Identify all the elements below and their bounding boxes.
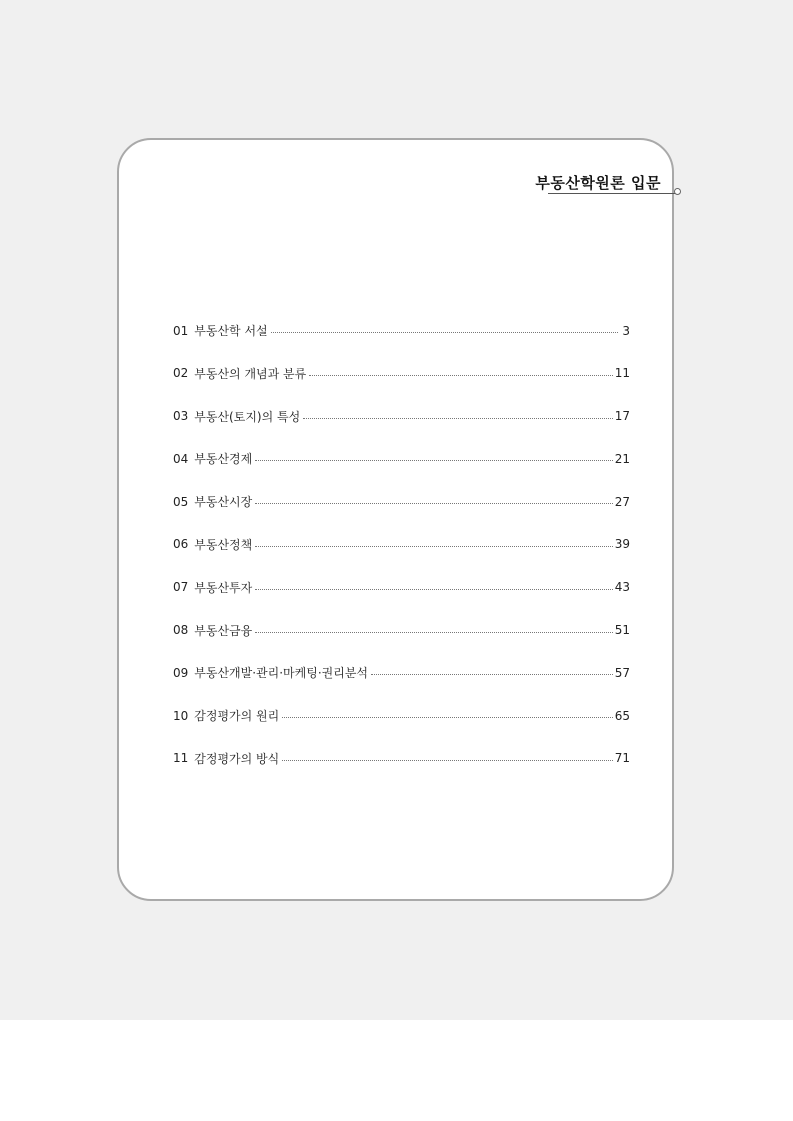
toc-dot-leader <box>282 760 612 761</box>
toc-entry-page: 11 <box>614 366 630 381</box>
toc-entry-page: 65 <box>614 708 630 723</box>
toc-entry-09[interactable] <box>173 662 630 683</box>
toc-entry-page: 43 <box>614 580 630 595</box>
toc-dot-leader <box>303 418 613 419</box>
toc-dot-leader <box>255 546 612 547</box>
toc-entry-title: 부동산학 서설 <box>194 324 268 338</box>
toc-entry-page: 3 <box>622 323 630 338</box>
toc-entry-07[interactable] <box>173 577 630 598</box>
toc-entry-title: 부동산(토지)의 특성 <box>194 409 301 424</box>
toc-entry-06[interactable] <box>173 534 630 555</box>
toc-entry-05[interactable] <box>173 491 630 512</box>
title-rule-end-circle <box>674 188 681 195</box>
table-of-contents <box>173 320 630 791</box>
toc-entry-title: 부동산개발·관리·마케팅·권리분석 <box>194 666 369 681</box>
toc-entry-title: 부동산경제 <box>194 452 253 467</box>
toc-entry-page: 27 <box>614 494 630 509</box>
toc-dot-leader <box>371 674 613 675</box>
toc-dot-leader <box>282 717 612 718</box>
toc-entry-number: 10 <box>173 708 189 723</box>
toc-entry-02[interactable] <box>173 363 630 384</box>
toc-entry-title: 감정평가의 방식 <box>194 751 280 766</box>
toc-entry-number: 05 <box>173 494 189 509</box>
toc-dot-leader <box>271 332 618 333</box>
toc-dot-leader <box>255 632 612 633</box>
toc-dot-leader <box>255 460 612 461</box>
toc-entry-01[interactable] <box>173 320 630 341</box>
toc-entry-title: 부동산의 개념과 분류 <box>194 366 307 381</box>
toc-entry-number: 08 <box>173 623 189 638</box>
title-underline <box>548 193 677 194</box>
toc-entry-03[interactable] <box>173 406 630 427</box>
toc-entry-page: 17 <box>614 409 630 424</box>
toc-entry-number: 06 <box>173 537 189 552</box>
toc-entry-page: 51 <box>614 623 630 638</box>
toc-entry-title: 부동산정책 <box>194 537 253 552</box>
toc-dot-leader <box>255 589 612 590</box>
toc-entry-number: 07 <box>173 580 189 595</box>
toc-dot-leader <box>309 375 612 376</box>
toc-entry-08[interactable] <box>173 620 630 641</box>
toc-entry-page: 57 <box>614 665 630 680</box>
toc-entry-number: 02 <box>173 366 189 381</box>
book-title: 부동산학원론 입문 <box>535 172 665 193</box>
toc-entry-number: 03 <box>173 409 189 424</box>
toc-entry-title: 부동산투자 <box>194 580 253 595</box>
toc-dot-leader <box>255 503 612 504</box>
toc-entry-number: 01 <box>173 323 189 338</box>
toc-entry-title: 부동산시장 <box>194 495 253 510</box>
toc-entry-number: 04 <box>173 451 189 466</box>
toc-entry-04[interactable] <box>173 448 630 469</box>
toc-entry-page: 71 <box>614 751 630 766</box>
toc-entry-number: 09 <box>173 665 189 680</box>
toc-entry-page: 39 <box>614 537 630 552</box>
toc-entry-11[interactable] <box>173 748 630 769</box>
toc-entry-10[interactable] <box>173 705 630 726</box>
toc-entry-title: 부동산금융 <box>194 623 253 638</box>
toc-entry-title: 감정평가의 원리 <box>194 709 280 724</box>
toc-entry-number: 11 <box>173 751 189 766</box>
toc-entry-page: 21 <box>614 451 630 466</box>
